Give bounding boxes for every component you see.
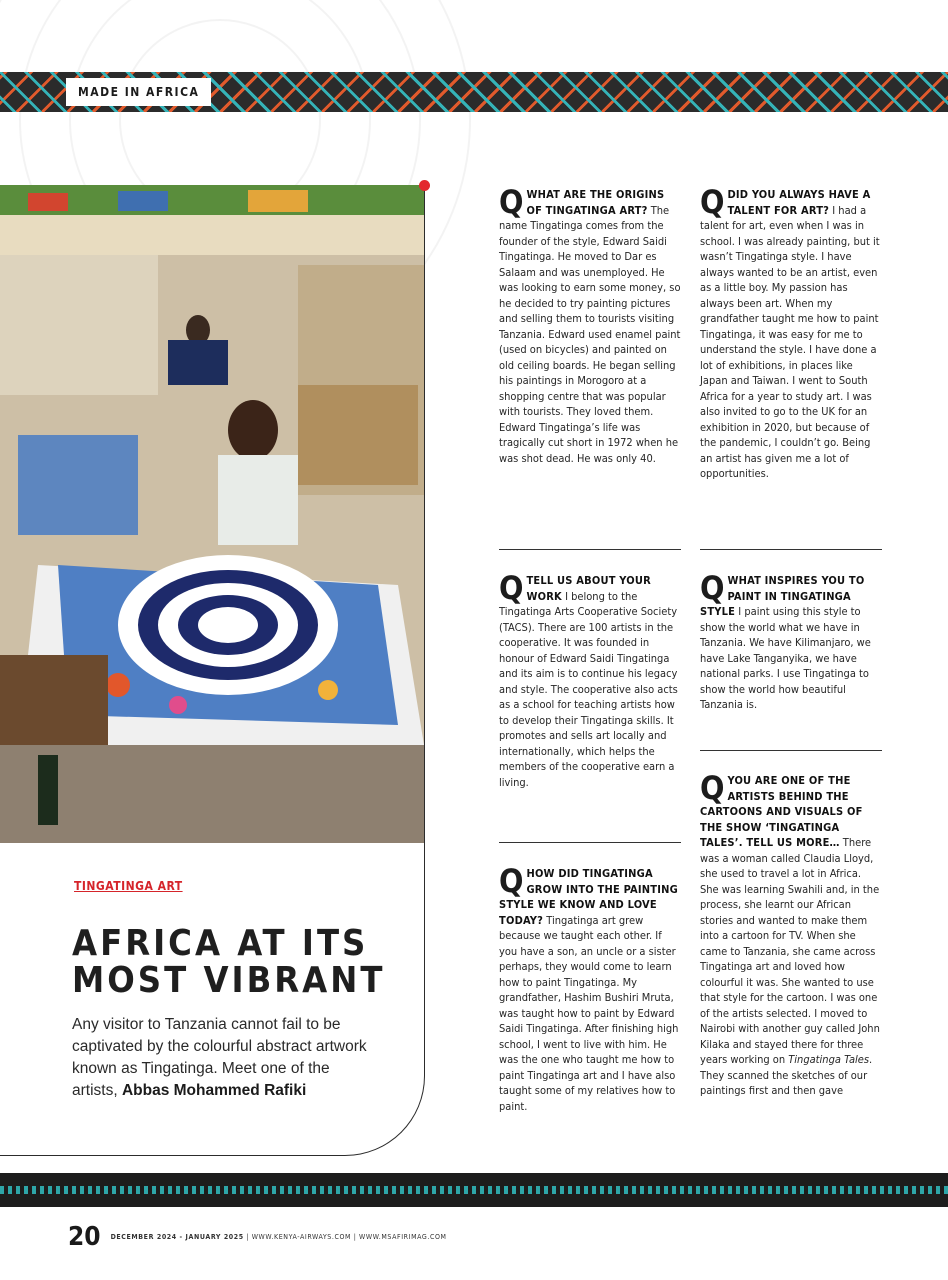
section-label: MADE IN AFRICA xyxy=(66,78,211,106)
qa-block-talent xyxy=(700,183,882,482)
qa-block-cartoons xyxy=(700,769,882,1099)
q-marker: Q xyxy=(700,769,725,807)
footer-link-msafiri[interactable]: WWW.MSAFIRIMAG.COM xyxy=(359,1233,447,1241)
accent-dot xyxy=(419,180,430,191)
question: WHAT ARE THE ORIGINS OF TINGATINGA ART? xyxy=(526,188,665,217)
q-marker: Q xyxy=(700,569,725,607)
qa-block-inspires xyxy=(700,569,882,713)
answer-part2: . They scanned the sketches of our paintings first and then gave xyxy=(700,1053,873,1097)
footer-link-kenya-airways[interactable]: WWW.KENYA-AIRWAYS.COM xyxy=(251,1233,352,1241)
qa-block-grow xyxy=(499,862,681,1114)
answer: I had a talent for art, even when I was in school. I was already painting, but it wasn’t Tingatinga style. I have always wanted to be an artist, even as a little boy. My passion has always been art. When my grandfather taught me how to paint Tingatinga, it was easy for me to understand the style. I have done a lot of exhibitions, in places like Japan and Taiwan. I went to South Africa for a year to study art. I was also invited to go to the UK for an exhibition in 2020, but because of the pandemic, I couldn’t go. Being an artist has given me a lot of opportunities. xyxy=(700,203,880,480)
bottom-pattern-band xyxy=(0,1173,948,1207)
artist-name: Abbas Mohammed Rafiki xyxy=(121,1082,307,1099)
standfirst-text: Any visitor to Tanzania cannot fail to be captivated by the colourful abstract artwork known as Tingatinga. Meet one of the artists, xyxy=(72,1016,367,1099)
q-marker: Q xyxy=(700,183,725,221)
footer-info xyxy=(111,1233,447,1241)
section-divider xyxy=(499,549,681,550)
qa-block-origins xyxy=(499,183,681,466)
section-divider xyxy=(499,842,681,843)
answer: I belong to the Tingatinga Arts Cooperative Society (TACS). There are 100 artists in the cooperative. It was founded in honour of Edward Saidi Tingatinga and its aim is to continue his legacy and style. The cooperative also acts as a school for teaching artists how to develop their Tingatinga skills. It promotes and sells art locally and internationally, which helps the members of the cooperative earn a living. xyxy=(499,589,678,789)
qa-block-work xyxy=(499,569,681,790)
q-marker: Q xyxy=(499,862,524,900)
answer-part1: There was a woman called Claudia Lloyd, she used to travel a lot in Africa. She was learning Swahili and, in the process, she learnt our African stories and wanted to make them into a cartoon for TV. When she came to Tanzania, she came across Tingatinga art and loved how colourful it was. She wanted to use that style for the cartoon. I was one of the artists selected. I moved to Nairobi with another guy called John Kilaka and stayed there for three years working on xyxy=(700,836,880,1066)
section-divider xyxy=(700,549,882,550)
article-standfirst xyxy=(72,1014,372,1102)
article-kicker: TINGATINGA ART xyxy=(74,879,183,893)
section-divider xyxy=(700,750,882,751)
answer: I paint using this style to show the world what we have in Tanzania. We have Kilimanjaro, we have Lake Tanganyika, we have national parks. I use Tingatinga to show the world how beautiful Tanzania is. xyxy=(700,605,871,711)
answer: Tingatinga art grew because we taught each other. If you have a son, an uncle or a sister perhaps, they would come to learn how to paint Tingatinga. My grandfather, Hashim Bushiri Mruta, was taught how to paint by Edward Saidi Tingatinga. After finishing high school, I went to live with him. He was the one who taught me how to paint Tingatinga art and I have also taught some of my relatives how to paint. xyxy=(499,913,679,1113)
article-headline: AFRICA AT ITS MOST VIBRANT xyxy=(72,923,386,1001)
question: TELL US ABOUT YOUR WORK xyxy=(526,574,651,603)
question: YOU ARE ONE OF THE ARTISTS BEHIND THE CARTOONS AND VISUALS OF THE SHOW ‘TINGATINGA TALES’. TELL US MORE… xyxy=(700,774,863,849)
page-number: 20 xyxy=(68,1222,101,1252)
page-footer xyxy=(68,1222,447,1252)
footer-separator: | xyxy=(246,1233,250,1241)
answer: The name Tingatinga comes from the founder of the style, Edward Saidi Tingatinga. He moved to Dar es Salaam and was unemployed. He was looking to earn some money, so he decided to try painting pictures and selling them to tourists visiting Tanzania. Edward used enamel paint (used on bicycles) and painted on old ceiling boards. He began selling his paintings in Morogoro at a shopping centre that was popular with tourists. They loved them. Edward Tingatinga’s life was tragically cut short in 1972 when he was shot dead. He was only 40. xyxy=(499,203,681,465)
question: WHAT INSPIRES YOU TO PAINT IN TINGATINGA STYLE xyxy=(700,574,865,618)
footer-separator: | xyxy=(353,1233,357,1241)
artist-painting-photo xyxy=(0,185,424,843)
feature-card xyxy=(0,185,425,1156)
question: HOW DID TINGATINGA GROW INTO THE PAINTING STYLE WE KNOW AND LOVE TODAY? xyxy=(499,867,678,927)
show-title: Tingatinga Tales xyxy=(788,1053,870,1066)
question: DID YOU ALWAYS HAVE A TALENT FOR ART? xyxy=(727,188,871,217)
q-marker: Q xyxy=(499,569,524,607)
q-marker: Q xyxy=(499,183,524,221)
issue-date: DECEMBER 2024 - JANUARY 2025 xyxy=(110,1233,244,1241)
